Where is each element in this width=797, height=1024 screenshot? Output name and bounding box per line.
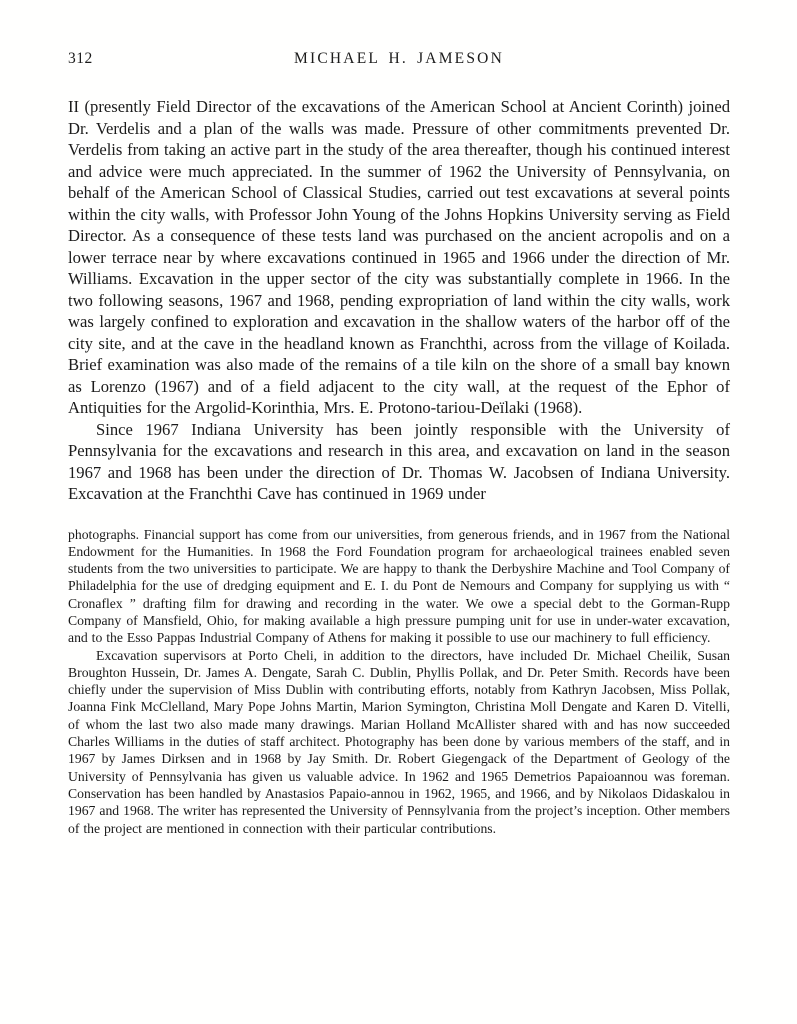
footnote-paragraph-1: photographs. Financial support has come from our universities, from generous friends, and in 1967 from the National Endowment for the Humanities. In 1968 the Ford Foundation program for archaeological trainees enabled seven students from the two universities to participate. We are happy to thank the Derbyshire Machine and Tool Company of Philadelphia for the use of dredging equipment and E. I. du Pont de Nemours and Company for supplying us with “ Cronaflex ” drafting film for drawing and recording in the water. We owe a special debt to the Gorman-Rupp Company of Mansfield, Ohio, for making available a high pressure pumping unit for use in under-water excavation, and to the Esso Pappas Industrial Company of Athens for making it possible to use our machinery to full efficiency. (68, 526, 730, 646)
page-number: 312 (68, 50, 93, 67)
page-header (68, 50, 730, 72)
footnote-paragraph-2: Excavation supervisors at Porto Cheli, in addition to the directors, have included Dr. Michael Cheilik, Susan Broughton Hussein, Dr. James A. Dengate, Sarah C. Dublin, Phyllis Pollak, and Dr. Peter Smith. Records have been chiefly under the supervision of Miss Dublin with contributing efforts, notably from Kathryn Jacobsen, Miss Pollak, Joanna Fink McClelland, Mary Pope Johns Martin, Marion Symington, Christina Moll Dengate and Karen D. Vitelli, of whom the last two also made many drawings. Marian Holland McAllister shared with and has now succeeded Charles Williams in the duties of staff architect. Photography has been done by various members of the staff, and in 1967 by James Dirksen and in 1968 by Jay Smith. Dr. Robert Giegengack of the Department of Geology of the University of Pennsylvania has given us valuable advice. In 1962 and 1965 Demetrios Papaioannou was foreman. Conservation has been handled by Anastasios Papaio-annou in 1962, 1965, and 1966, and by Nikolaos Didaskalou in 1967 and 1968. The writer has represented the University of Pennsylvania from the project’s inception. Other members of the project are mentioned in connection with their particular contributions. (68, 647, 730, 836)
running-head: MICHAEL H. JAMESON (294, 50, 504, 67)
body-paragraph-1: II (presently Field Director of the excavations of the American School at Ancient Corinth) joined Dr. Verdelis and a plan of the walls was made. Pressure of other commitments prevented Dr. Verdelis from taking an active part in the study of the area thereafter, though his continued interest and advice were much appreciated. In the summer of 1962 the University of Pennsylvania, on behalf of the American School of Classical Studies, carried out test excavations at several points within the city walls, with Professor John Young of the Johns Hopkins University serving as Field Director. As a consequence of these tests land was purchased on the ancient acropolis and on a lower terrace near by where excavations continued in 1965 and 1966 under the direction of Mr. Williams. Excavation in the upper sector of the city was substantially complete in 1966. In the two following seasons, 1967 and 1968, pending expropriation of land within the city walls, work was largely confined to exploration and excavation in the shallow waters of the harbor off of the city site, and at the cave in the headland known as Franchthi, across from the village of Koilada. Brief examination was also made of the remains of a tile kiln on the shore of a small bay known as Lorenzo (1967) and of a field adjacent to the city wall, at the request of the Ephor of Antiquities for the Argolid-Korinthia, Mrs. E. Protono-tariou-Deïlaki (1968). (68, 97, 730, 417)
footnote-block (68, 526, 730, 837)
body-paragraph-2: Since 1967 Indiana University has been jointly responsible with the University of Pennsylvania for the excavations and research in this area, and excavation on land in the season 1967 and 1968 has been under the direction of Dr. Thomas W. Jacobsen of Indiana University. Excavation at the Franchthi Cave has continued in 1969 under (68, 419, 730, 503)
body-text (68, 96, 730, 505)
